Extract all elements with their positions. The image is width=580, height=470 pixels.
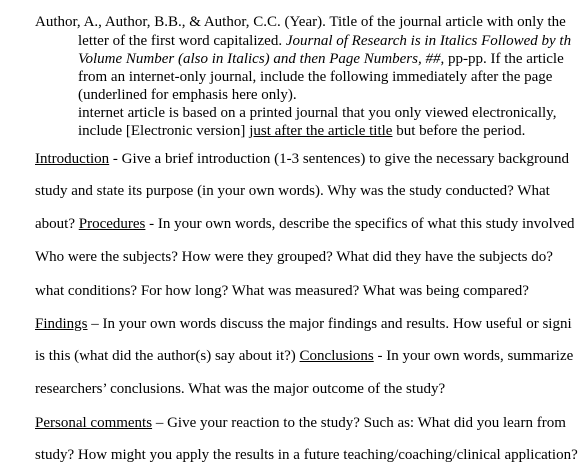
citation-line-2 — [78, 32, 571, 50]
heading-findings: Findings — [35, 316, 88, 332]
heading-introduction: Introduction — [35, 151, 110, 167]
body-line-1 — [35, 150, 569, 168]
journal-name-text: Journal of Research is in Italics Followed by th — [285, 33, 572, 49]
body-line-2 — [35, 182, 550, 200]
heading-procedures: Procedures — [78, 216, 146, 232]
body-text: - In your own words, summarize — [373, 348, 574, 364]
citation-line-4 — [78, 68, 552, 86]
body-text: Who were the subjects? How were they grouped? What did they have the subjects do? — [35, 249, 553, 265]
citation-line-5 — [78, 86, 297, 104]
citation-line-7 — [78, 122, 525, 140]
citation-text: internet article is based on a printed journal that you only viewed electronically, — [78, 105, 557, 121]
citation-text: Author, A., Author, B.B., & Author, C.C. (Year). Title of the journal article with only the — [35, 14, 566, 30]
body-text: study and state its purpose (in your own words). Why was the study conducted? What — [35, 183, 550, 199]
citation-text: but before the period. — [392, 123, 526, 139]
heading-conclusions: Conclusions — [299, 348, 374, 364]
body-line-6 — [35, 315, 572, 333]
body-text: researchers’ conclusions. What was the major outcome of the study? — [35, 381, 446, 397]
heading-personal-comments: Personal comments — [35, 415, 153, 431]
citation-line-6 — [78, 104, 556, 122]
body-text: - In your own words, describe the specifics of what this study involved — [145, 216, 575, 232]
citation-text: , pp-pp. If the article — [440, 51, 564, 67]
citation-text: letter of the first word capitalized. — [78, 33, 286, 49]
underlined-emphasis-text: just after the article title — [249, 123, 393, 139]
body-text: what conditions? For how long? What was measured? What was being compared? — [35, 283, 529, 299]
citation-line-3 — [78, 50, 564, 68]
body-line-7 — [35, 347, 573, 365]
body-text: about? — [35, 216, 79, 232]
citation-text: (underlined for emphasis here only). — [78, 87, 297, 103]
body-text: – Give your reaction to the study? Such as: What did you learn from — [152, 415, 566, 431]
citation-text: from an internet-only journal, include the following immediately after the page — [78, 69, 553, 85]
body-text: study? How might you apply the results in a future teaching/coaching/clinical application? — [35, 447, 578, 463]
citation-text: include [Electronic version] — [78, 123, 250, 139]
body-text: is this (what did the author(s) say about it?) — [35, 348, 300, 364]
body-line-5 — [35, 282, 529, 300]
body-line-4 — [35, 248, 553, 266]
citation-line-1 — [35, 13, 566, 31]
volume-text: Volume Number (also in Italics) and then Page Numbers, ## — [78, 51, 441, 67]
body-line-8 — [35, 380, 445, 398]
body-text: - Give a brief introduction (1-3 sentences) to give the necessary background — [109, 151, 569, 167]
body-line-3 — [35, 215, 574, 233]
body-text: – In your own words discuss the major findings and results. How useful or signi — [87, 316, 572, 332]
body-line-9 — [35, 414, 566, 432]
body-line-10 — [35, 446, 578, 464]
